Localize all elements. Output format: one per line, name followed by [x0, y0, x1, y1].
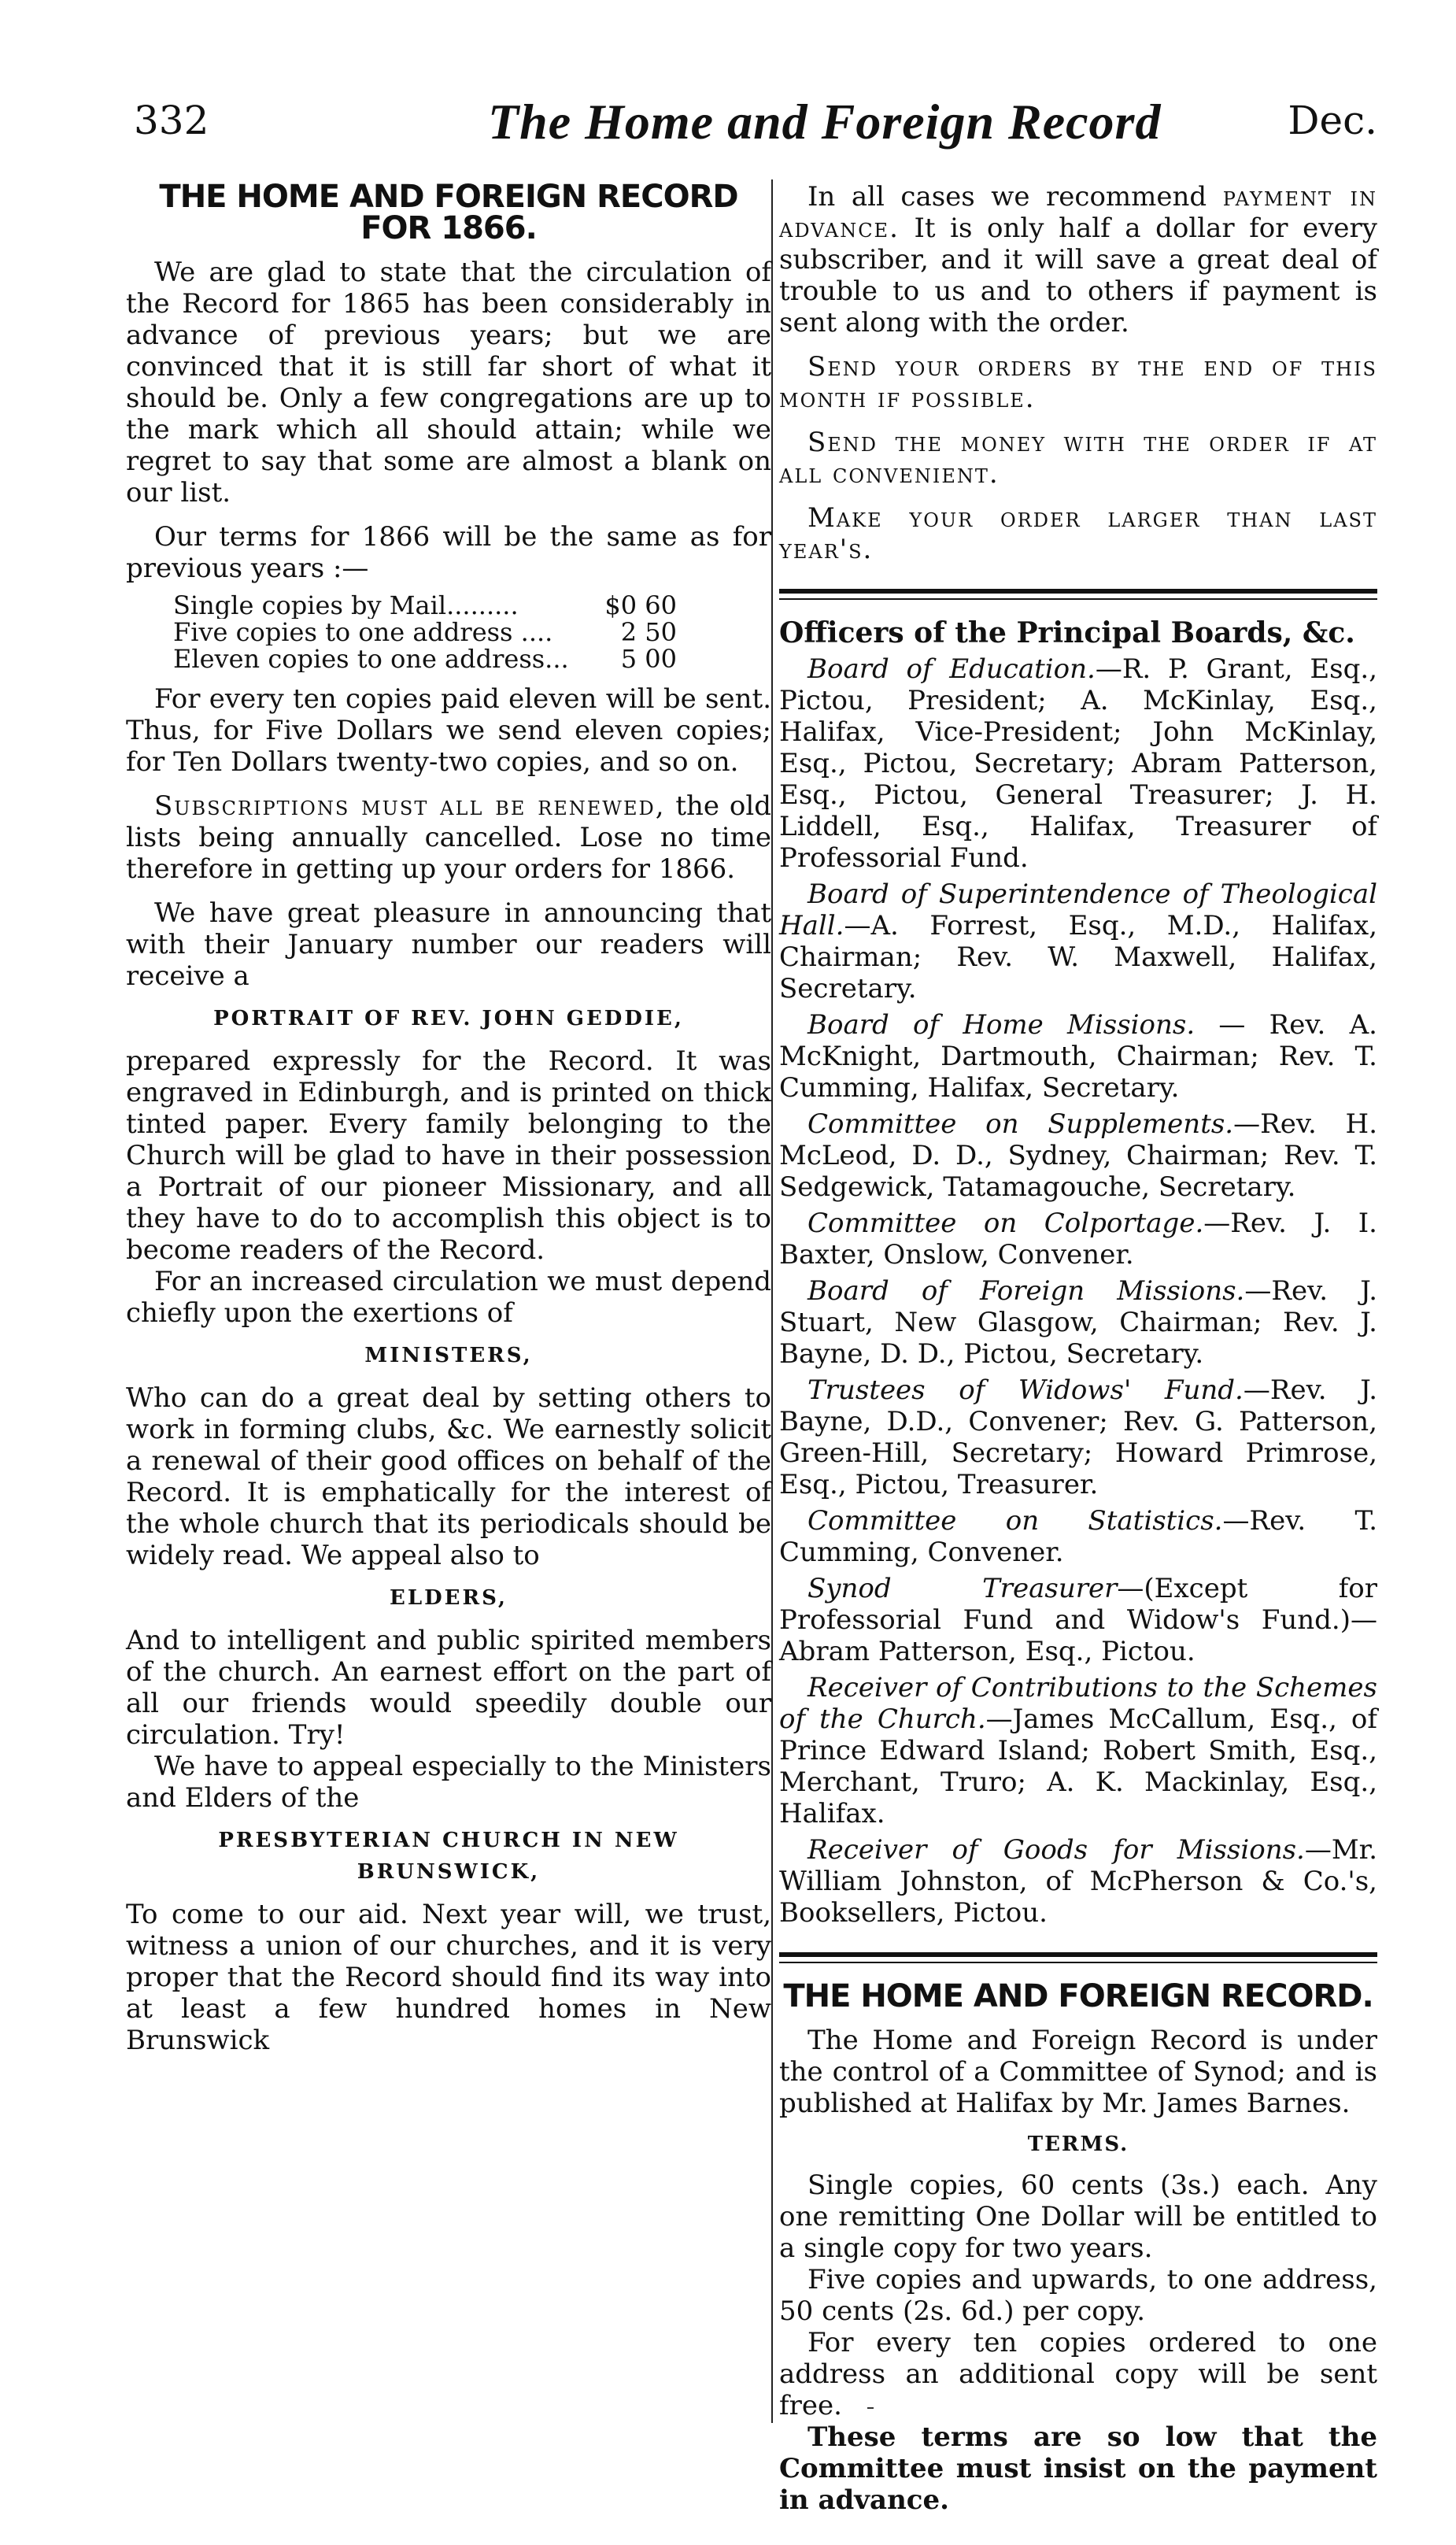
- board-members: —James McCallum, Esq., of Prince Edward Island; Robert Smith, Esq., Merchant, Truro; A. K. Mackinlay, Esq., Halifax.: [779, 1703, 1377, 1829]
- paragraph-send-money: Send the money with the order if at all convenient.: [779, 427, 1377, 490]
- board-entry: [779, 1009, 1377, 1104]
- column-divider: [771, 179, 773, 2423]
- board-name: Committee on Colportage.: [807, 1208, 1204, 1239]
- rate-row: [173, 619, 677, 645]
- board-name: Board of Superintendence of Theological Hall.: [779, 879, 1377, 941]
- board-name: Receiver of Goods for Missions.: [807, 1834, 1305, 1866]
- payment-lead: In all cases we recommend: [807, 181, 1223, 213]
- footer-mark: [867, 2407, 874, 2409]
- paragraph-terms-advance: These terms are so low that the Committee must insist on the payment in advance.: [779, 2421, 1377, 2516]
- board-name: Trustees of Widows' Fund.: [807, 1374, 1244, 1406]
- rate-value: 2 50: [620, 617, 677, 647]
- page-number: 332: [134, 98, 209, 143]
- paragraph-announcement: We have great pleasure in announcing that with their January number our readers will receive a: [126, 897, 771, 992]
- payment-rest: It is only half a dollar for every subscriber, and it will save a great deal of trouble to us and to others if payment is sent along with the order.: [779, 213, 1377, 338]
- rate-row: [173, 592, 677, 619]
- section-rule-thin: [779, 598, 1377, 600]
- board-name: Committee on Statistics.: [807, 1505, 1223, 1537]
- board-members: —Mr. William Johnston, of McPherson & Co.'s, Booksellers, Pictou.: [779, 1834, 1377, 1929]
- article-heading: THE HOME AND FOREIGN RECORD FOR 1866.: [159, 179, 738, 246]
- renewal-lead: Subscriptions must all be renewed,: [154, 790, 666, 822]
- rate-label: Five copies to one address ....: [173, 619, 553, 645]
- paragraph-circulation: We are glad to state that the circulation of the Record for 1865 has been considerably in advance of previous years; but we are convinced that it is still far short of what it should be. Only a few congregations are up to the mark which all should attain; while we regret to say that some are almost a blank on our list.: [126, 257, 771, 509]
- board-entry: [779, 1834, 1377, 1929]
- journal-title: The Home and Foreign Record: [488, 94, 1162, 150]
- board-entry: [779, 879, 1377, 1004]
- board-members: — Rev. A. McKnight, Dartmouth, Chairman; Rev. T. Cumming, Halifax, Secretary.: [779, 1009, 1377, 1104]
- section-rule: [779, 1952, 1377, 1957]
- officers-heading: Officers of the Principal Boards, &c.: [779, 616, 1355, 649]
- paragraph-larger-order: Make your order larger than last year's.: [779, 502, 1377, 565]
- rate-value: 5 00: [620, 644, 677, 674]
- record-heading: THE HOME AND FOREIGN RECORD.: [783, 1978, 1373, 2014]
- board-entry: [779, 1573, 1377, 1667]
- board-name: Board of Foreign Missions.: [807, 1275, 1245, 1307]
- paragraph-elders: And to intelligent and public spirited members of the church. An earnest effort on the part of all our friends would speedily double our circulation. Try!: [126, 1625, 771, 1751]
- paragraph-send-orders: Send your orders by the end of this month if possible.: [779, 351, 1377, 414]
- board-entry: [779, 1672, 1377, 1829]
- board-entry: [779, 1374, 1377, 1500]
- board-name: Board of Education.: [807, 653, 1096, 685]
- rate-value: $0 60: [604, 590, 677, 620]
- board-members: —R. P. Grant, Esq., Pictou, President; A. McKinlay, Esq., Halifax, Vice-President; John McKinlay, Esq., Pictou, Secretary; Abram Patterson, Esq., Pictou, General Treasurer; J. H. Liddell, Esq., Halifax, Treasurer of Professorial Fund.: [779, 653, 1378, 874]
- rate-row: [173, 645, 677, 672]
- board-entry: [779, 1208, 1377, 1271]
- board-entry: [779, 653, 1377, 874]
- issue-month: Dec.: [1288, 98, 1377, 143]
- paragraph-terms-five: Five copies and upwards, to one address, 50 cents (2s. 6d.) per copy.: [779, 2264, 1377, 2327]
- board-name: Receiver of Contributions to the Schemes of the Church.: [779, 1672, 1377, 1735]
- left-column: [126, 181, 771, 2056]
- section-rule: [779, 589, 1377, 594]
- terms-heading: TERMS.: [1027, 2133, 1129, 2156]
- rate-label: Eleven copies to one address...: [173, 645, 569, 672]
- board-members: —Rev. H. McLeod, D. D., Sydney, Chairman; Rev. T. Sedgewick, Tatamagouche, Secretary.: [779, 1108, 1378, 1203]
- board-entry: [779, 1505, 1377, 1568]
- paragraph-exertions: For an increased circulation we must depend chiefly upon the exertions of: [126, 1266, 771, 1329]
- elders-subheading: ELDERS,: [390, 1586, 508, 1610]
- paragraph-free-copies: For every ten copies paid eleven will be sent. Thus, for Five Dollars we send eleven copies; for Ten Dollars twenty-two copies, and so on.: [126, 683, 771, 778]
- board-entry: [779, 1275, 1377, 1370]
- board-name: Committee on Supplements.: [807, 1108, 1234, 1140]
- board-members: —Rev. T. Cumming, Convener.: [779, 1505, 1378, 1568]
- running-head: [126, 93, 1377, 156]
- board-members: —A. Forrest, Esq., M.D., Halifax, Chairman; Rev. W. Maxwell, Halifax, Secretary.: [779, 910, 1377, 1004]
- paragraph-renewals: [126, 790, 771, 885]
- board-name: Synod Treasurer: [807, 1573, 1118, 1604]
- renewal-rest: the old lists being annually cancelled. Lose no time therefore in getting up your orders for 1866.: [126, 790, 771, 885]
- paragraph-portrait: prepared expressly for the Record. It was engraved in Edinburgh, and is printed on thick tinted paper. Every family belonging to the Church will be glad to have in their possession a Portrait of our pioneer Missionary, and all they have to do to accomplish this object is to become readers of the Record.: [126, 1045, 771, 1266]
- paragraph-terms-ten: For every ten copies ordered to one address an additional copy will be sent free.: [779, 2327, 1377, 2421]
- portrait-subheading: PORTRAIT OF REV. JOHN GEDDIE,: [213, 1007, 684, 1030]
- paragraph-terms-single: Single copies, 60 cents (3s.) each. Any one remitting One Dollar will be entitled to a single copy for two years.: [779, 2170, 1377, 2264]
- board-members: —Rev. J. Bayne, D.D., Convener; Rev. G. Patterson, Green-Hill, Secretary; Howard Primrose, Esq., Pictou, Treasurer.: [779, 1374, 1377, 1500]
- board-members: —Rev. J. Stuart, New Glasgow, Chairman; Rev. J. Bayne, D. D., Pictou, Secretary.: [779, 1275, 1377, 1370]
- paragraph-record-publisher: The Home and Foreign Record is under the control of a Committee of Synod; and is published at Halifax by Mr. James Barnes.: [779, 2025, 1377, 2119]
- paragraph-terms-intro: Our terms for 1866 will be the same as for previous years :—: [126, 521, 771, 584]
- paragraph-appeal: We have to appeal especially to the Ministers and Elders of the: [126, 1751, 771, 1814]
- paragraph-ministers: Who can do a great deal by setting others to work in forming clubs, &c. We earnestly solicit a renewal of their good offices on behalf of the Record. It is emphatically for the interest of the whole church that its periodicals should be widely read. We appeal also to: [126, 1382, 771, 1571]
- presbyterian-subheading: PRESBYTERIAN CHURCH IN NEW BRUNSWICK,: [218, 1829, 679, 1884]
- right-column: [779, 181, 1377, 2516]
- payment-caps: payment in advance.: [779, 181, 1377, 244]
- ministers-subheading: MINISTERS,: [364, 1344, 533, 1367]
- paragraph-payment: [779, 181, 1377, 338]
- board-members: —(Except for Professorial Fund and Widow's Fund.)—Abram Patterson, Esq., Pictou.: [779, 1573, 1378, 1667]
- paragraph-new-brunswick: To come to our aid. Next year will, we trust, witness a union of our churches, and it is very proper that the Record should find its way into at least a few hundred homes in New Brunswick: [126, 1899, 771, 2056]
- section-rule-thin: [779, 1962, 1377, 1963]
- rates-table: [173, 592, 771, 672]
- board-entry: [779, 1108, 1377, 1203]
- board-name: Board of Home Missions.: [807, 1009, 1195, 1041]
- board-members: —Rev. J. I. Baxter, Onslow, Convener.: [779, 1208, 1377, 1271]
- rate-label: Single copies by Mail.........: [173, 592, 519, 619]
